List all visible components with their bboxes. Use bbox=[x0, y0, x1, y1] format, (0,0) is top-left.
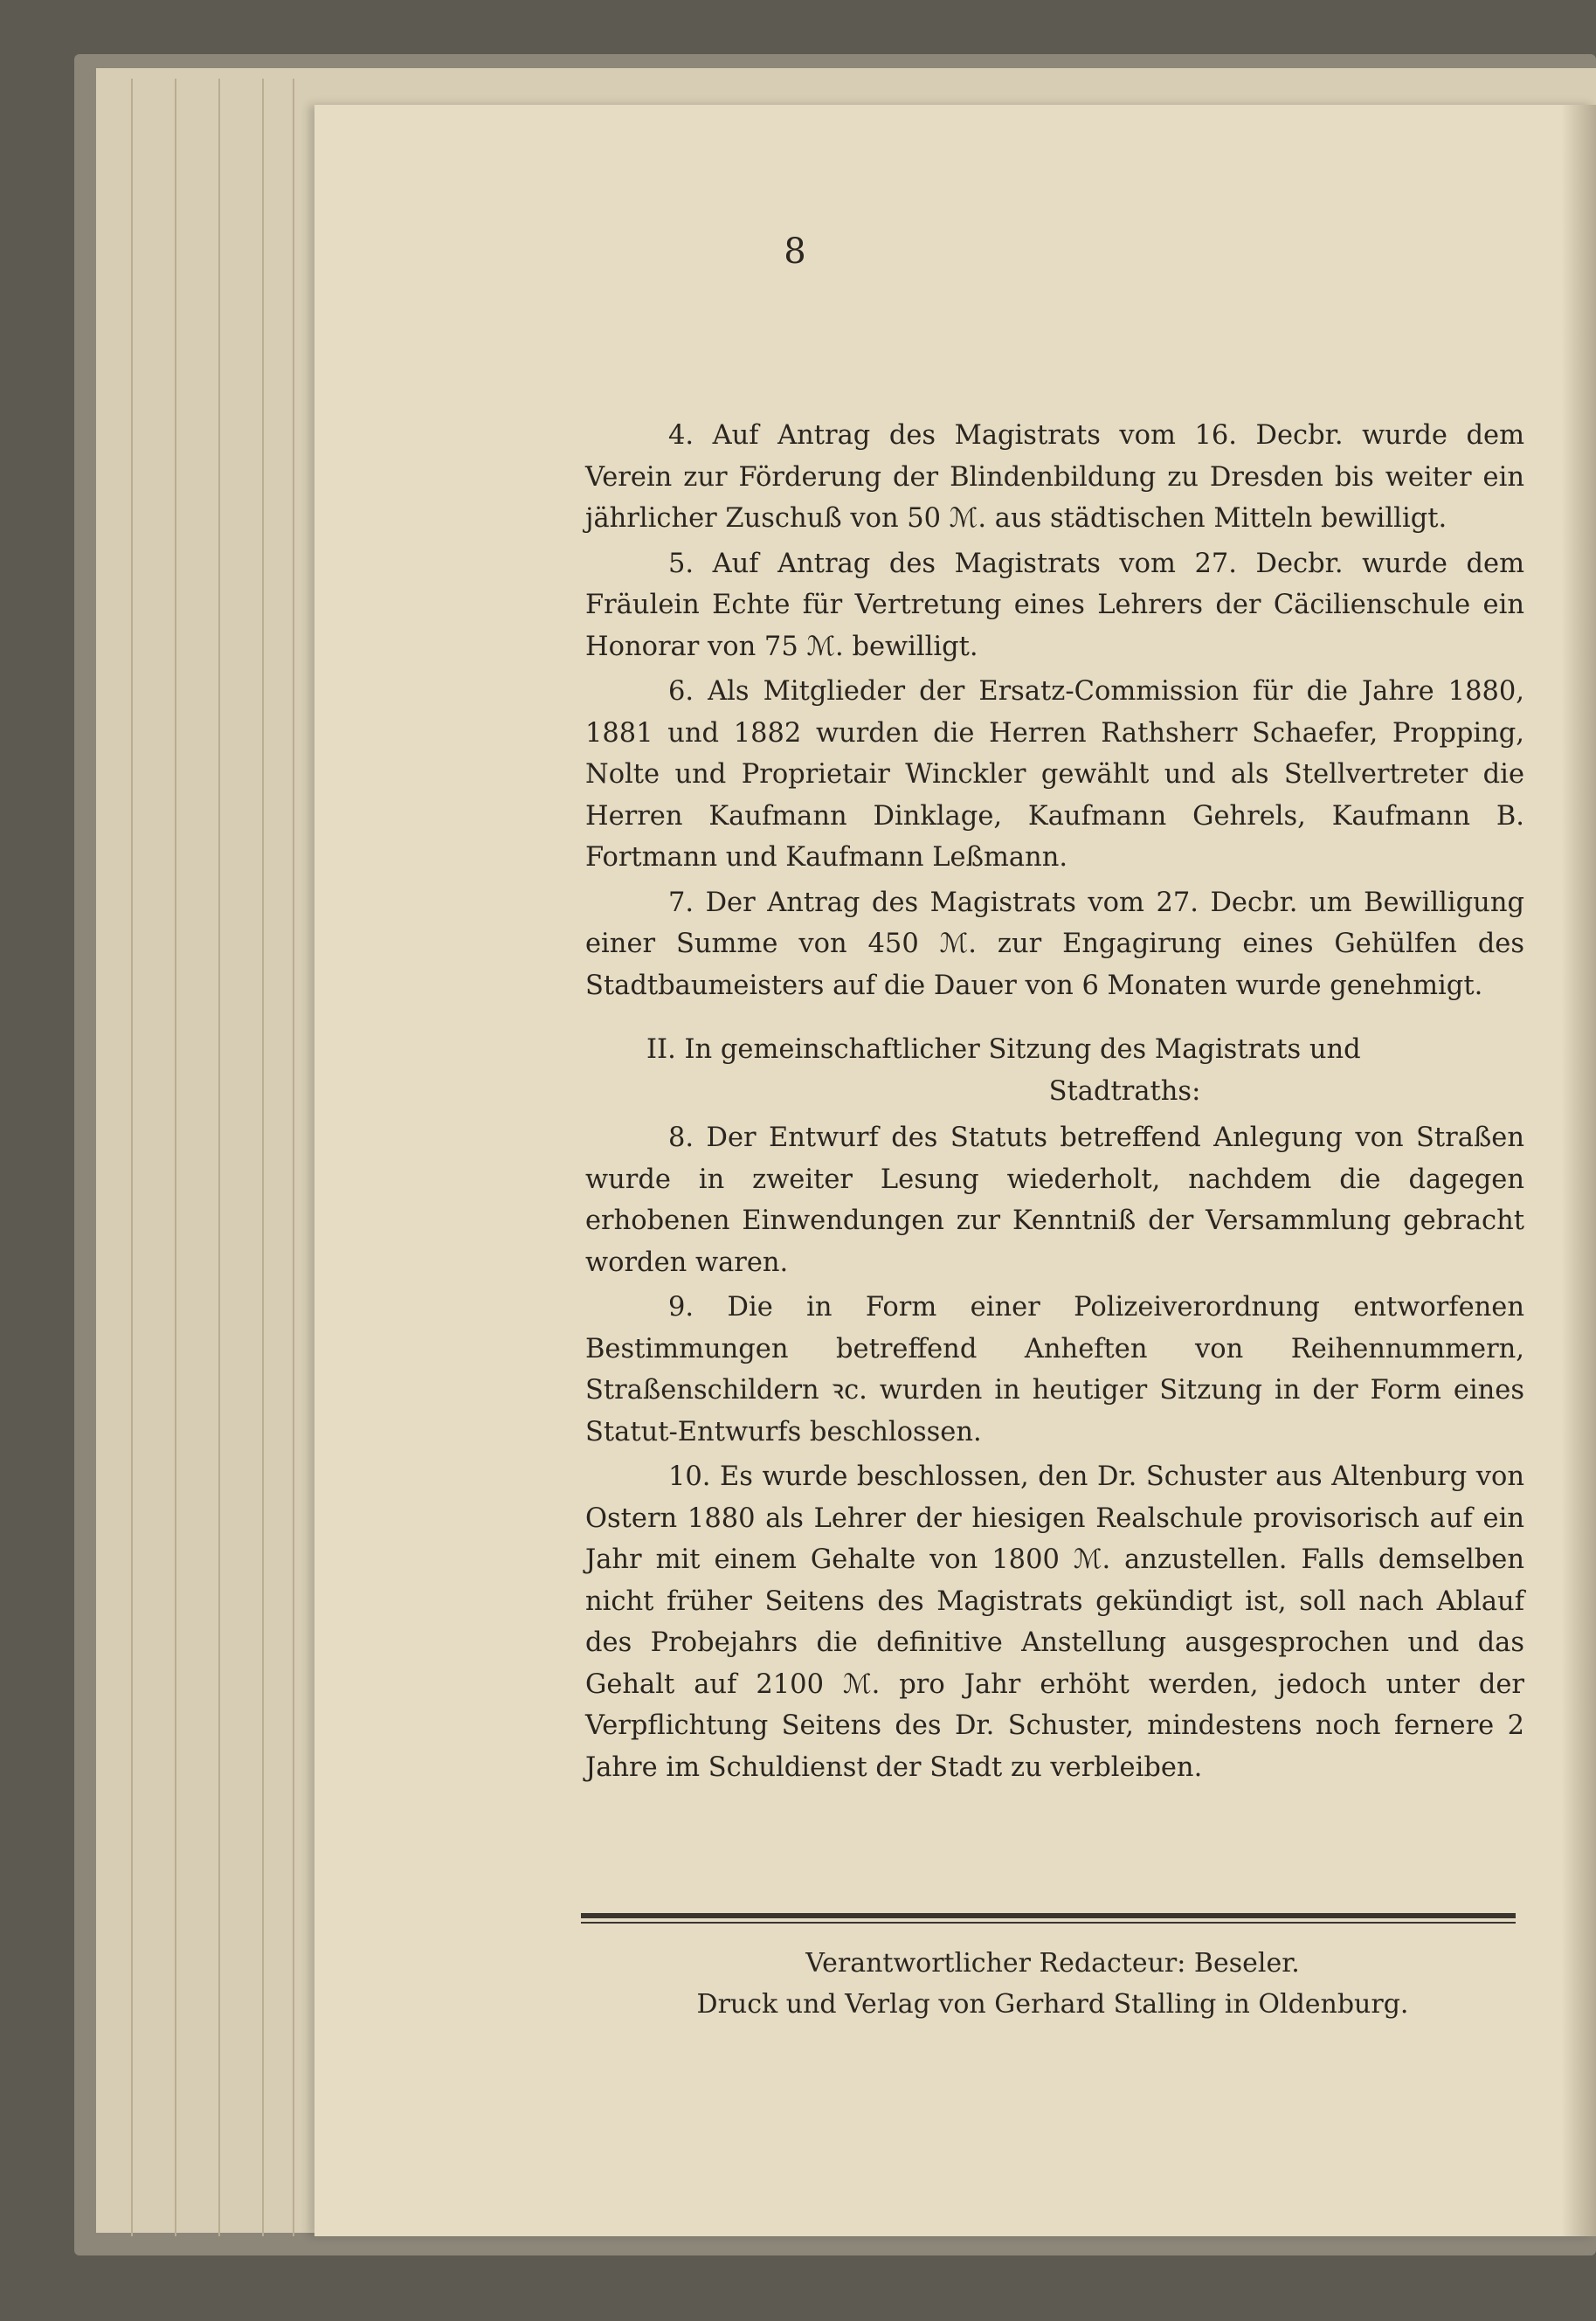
editor-line: Verantwortlicher Redacteur: Beseler. bbox=[805, 1948, 1300, 1979]
section-heading bbox=[585, 1029, 1524, 1112]
leaf-edge bbox=[218, 79, 220, 2236]
paragraph-6: 6. Als Mitglieder der Ersatz-Commission für die Jahre 1880, 1881 und 1882 wurden die Herren Rathsherr Schaefer, Propping, Nolte und Proprietair Winckler gewählt und als Stellvertreter die Herren Kaufmann Dinklage, Kaufmann Gehrels, Kaufmann B. Fortmann und Kaufmann Leßmann. bbox=[585, 676, 1524, 873]
section-heading-line-1: II. In gemeinschaftlicher Sitzung des Magistrats und bbox=[646, 1034, 1361, 1065]
paragraph-8: 8. Der Entwurf des Statuts betreffend Anlegung von Straßen wurde in zweiter Lesung wiederholt, nachdem die dagegen erhobenen Einwendungen zur Kenntniß der Versammlung gebracht worden waren. bbox=[585, 1123, 1524, 1278]
footer-rule-thick bbox=[581, 1913, 1516, 1918]
section-heading-line-2: Stadtraths: bbox=[1048, 1075, 1201, 1107]
leaf-edge bbox=[175, 79, 176, 2236]
paragraph-4: 4. Auf Antrag des Magistrats vom 16. Decbr. wurde dem Verein zur Förderung der Blindenbildung zu Dresden bis weiter ein jährlicher Zuschuß von 50 ℳ. aus städtischen Mitteln bewilligt. bbox=[585, 420, 1524, 534]
paragraph-10: 10. Es wurde beschlossen, den Dr. Schuster aus Altenburg von Ostern 1880 als Lehrer der hiesigen Realschule provisorisch auf ein Jahr mit einem Gehalte von 1800 ℳ. anzustellen. Falls demselben nicht früher Seitens des Magistrats gekündigt ist, soll nach Ablauf des Probejahrs die definitive Anstellung ausgesprochen und das Gehalt auf 2100 ℳ. pro Jahr erhöht werden, jedoch unter der Verpflichtung Seitens des Dr. Schuster, mindestens noch fernere 2 Jahre im Schuldienst der Stadt zu verbleiben. bbox=[585, 1461, 1524, 1783]
page-gutter bbox=[1561, 105, 1596, 2236]
paragraph-9: 9. Die in Form einer Polizeiverordnung entworfenen Bestimmungen betreffend Anheften von Reihennummern, Straßenschildern ꝛc. wurden in heutiger Sitzung in der Form eines Statut-Entwurfs beschlossen. bbox=[585, 1292, 1524, 1447]
footer-rule-thin bbox=[581, 1922, 1516, 1924]
page-number: 8 bbox=[784, 231, 806, 272]
paragraph-7: 7. Der Antrag des Magistrats vom 27. Decbr. um Bewilligung einer Summe von 450 ℳ. zur Engagirung eines Gehülfen des Stadtbaumeisters auf die Dauer von 6 Monaten wurde genehmigt. bbox=[585, 887, 1524, 1001]
leaf-edge bbox=[293, 79, 294, 2236]
body-text bbox=[585, 415, 1524, 1792]
printer-line: Druck und Verlag von Gerhard Stalling in Oldenburg. bbox=[696, 1989, 1409, 2020]
leaf-edge bbox=[131, 79, 133, 2236]
paragraph-5: 5. Auf Antrag des Magistrats vom 27. Decbr. wurde dem Fräulein Echte für Vertretung eines Lehrers der Cäcilienschule ein Honorar von 75 ℳ. bewilligt. bbox=[585, 548, 1524, 662]
leaf-edge bbox=[262, 79, 264, 2236]
